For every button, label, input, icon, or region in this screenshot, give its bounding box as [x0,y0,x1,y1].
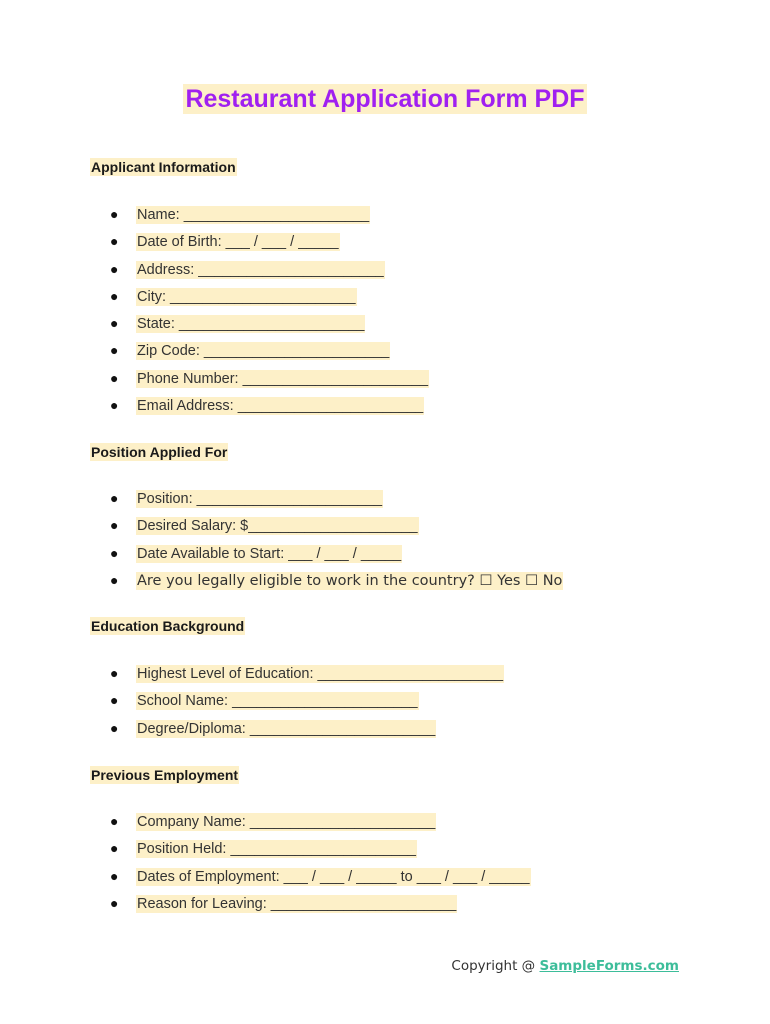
list-item [110,392,429,419]
employment-field-list [110,808,531,917]
bullet-icon: ● [110,813,119,829]
bullet-icon: ● [110,894,119,911]
section-heading-text: Position Applied For [91,444,228,460]
list-item [110,660,504,687]
field-dates-of-employment: Dates of Employment: ___ / ___ / _____ to ___ / ___ / _____ [137,868,530,885]
bullet-icon: ● [110,397,119,414]
bullet-icon: ● [110,692,119,709]
list-item [110,890,531,917]
field-reason-for-leaving: Reason for Leaving: _______________________ [137,895,457,912]
bullet-icon: ● [110,342,119,359]
bullet-icon: ● [110,233,119,250]
section-heading-position [90,444,228,460]
list-item [110,256,429,283]
position-field-list [110,485,563,594]
list-item [110,201,429,228]
field-name: Name: _______________________ [137,207,370,223]
field-zip-code: Zip Code: _______________________ [137,343,390,360]
list-item [110,310,429,337]
list-item [110,835,531,862]
list-item [110,808,531,835]
section-heading-text: Previous Employment [91,767,239,783]
applicant-field-list [110,201,429,419]
list-item [110,485,563,512]
section-heading-text: Applicant Information [91,159,236,175]
bullet-icon: ● [110,840,119,857]
bullet-icon: ● [110,665,119,681]
field-date-of-birth: Date of Birth: ___ / ___ / _____ [137,234,339,251]
section-heading-employment [90,767,239,783]
page-title [0,78,770,115]
bullet-icon: ● [110,287,119,304]
bullet-icon: ● [110,315,119,332]
field-address: Address: _______________________ [137,261,384,278]
field-company-name: Company Name: _______________________ [137,814,436,830]
bullet-icon: ● [110,544,119,561]
sampleforms-link[interactable]: SampleForms.com [539,958,679,974]
section-heading-applicant [90,159,237,175]
bullet-icon: ● [110,260,119,277]
field-email-address: Email Address: _______________________ [137,398,424,415]
copyright-footer [451,958,679,974]
bullet-icon: ● [110,867,119,884]
field-state: State: _______________________ [137,316,365,333]
list-item [110,863,531,890]
section-heading-education [90,618,245,634]
list-item [110,567,563,594]
field-position: Position: _______________________ [137,491,383,507]
field-school-name: School Name: _______________________ [137,693,418,710]
section-heading-text: Education Background [91,618,245,634]
list-item [110,512,563,539]
field-date-available: Date Available to Start: ___ / ___ / _____ [137,545,402,562]
bullet-icon: ● [110,571,119,588]
copyright-text: Copyright @ [451,958,540,974]
list-item [110,687,504,714]
list-item [110,540,563,567]
list-item [110,337,429,364]
field-city: City: _______________________ [137,288,356,305]
bullet-icon: ● [110,490,119,506]
field-legally-eligible: Are you legally eligible to work in the country? ☐ Yes ☐ No [137,572,563,589]
field-degree-diploma: Degree/Diploma: _______________________ [137,720,436,737]
list-item [110,365,429,392]
field-position-held: Position Held: _______________________ [137,841,416,858]
field-highest-education: Highest Level of Education: _______________________ [137,666,504,682]
bullet-icon: ● [110,517,119,534]
education-field-list [110,660,504,742]
list-item [110,228,429,255]
page-title-text: Restaurant Application Form PDF [185,85,585,113]
list-item [110,283,429,310]
bullet-icon: ● [110,369,119,386]
list-item [110,715,504,742]
field-phone-number: Phone Number: _______________________ [137,370,429,387]
bullet-icon: ● [110,206,119,222]
field-desired-salary: Desired Salary: $_____________________ [137,518,418,535]
bullet-icon: ● [110,719,119,736]
